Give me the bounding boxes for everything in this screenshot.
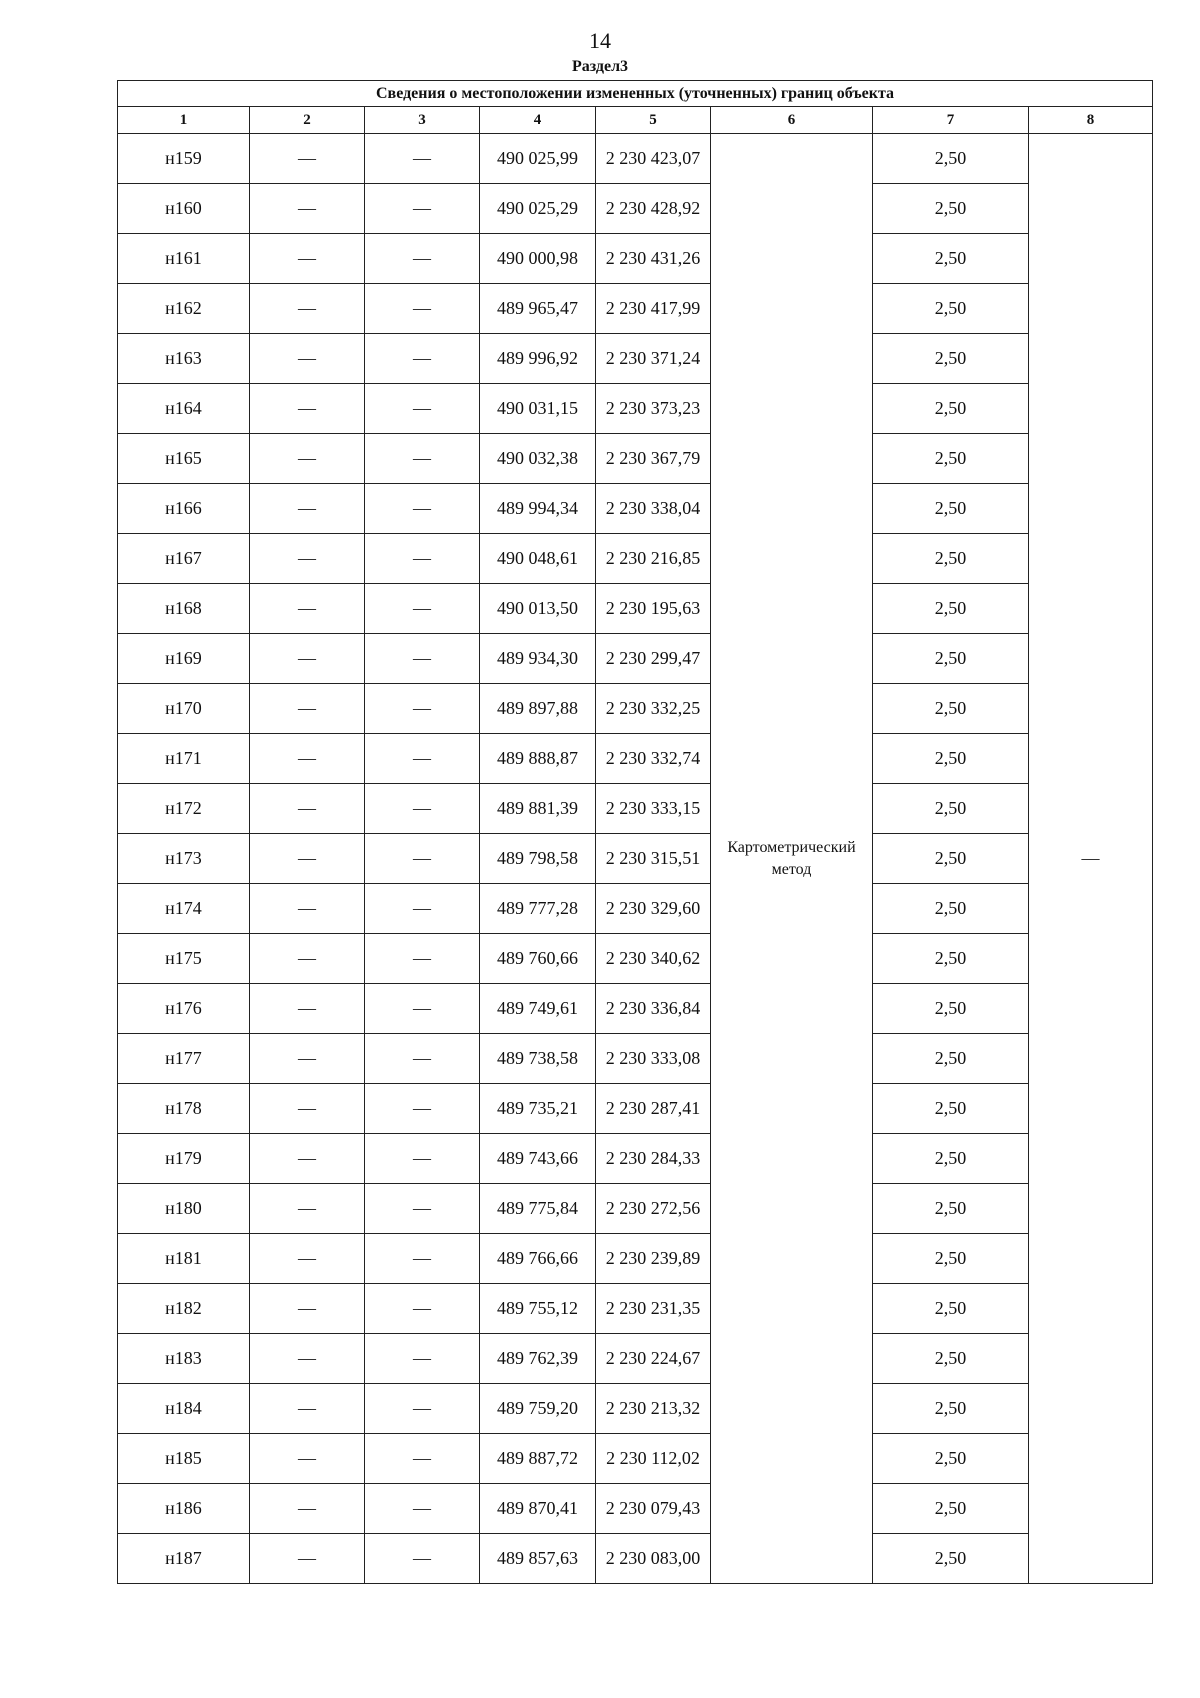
accuracy-cell: 2,50 <box>873 1184 1029 1234</box>
accuracy-cell: 2,50 <box>873 634 1029 684</box>
column-number-row <box>118 107 1153 134</box>
point-cell: н184 <box>118 1384 250 1434</box>
column-number: 4 <box>480 107 596 134</box>
point-cell: н168 <box>118 584 250 634</box>
y-coordinate-cell: 2 230 336,84 <box>596 984 711 1034</box>
accuracy-cell: 2,50 <box>873 684 1029 734</box>
point-cell: н171 <box>118 734 250 784</box>
x-coordinate-cell: 489 934,30 <box>480 634 596 684</box>
col2-cell: — <box>250 634 365 684</box>
col3-cell: — <box>365 934 480 984</box>
col3-cell: — <box>365 834 480 884</box>
table-row <box>118 334 1153 384</box>
y-coordinate-cell: 2 230 284,33 <box>596 1134 711 1184</box>
table-row <box>118 584 1153 634</box>
table-row <box>118 234 1153 284</box>
table-row <box>118 784 1153 834</box>
col3-cell: — <box>365 584 480 634</box>
col2-cell: — <box>250 1434 365 1484</box>
accuracy-cell: 2,50 <box>873 134 1029 184</box>
col2-cell: — <box>250 184 365 234</box>
col2-cell: — <box>250 1534 365 1584</box>
col3-cell: — <box>365 184 480 234</box>
y-coordinate-cell: 2 230 224,67 <box>596 1334 711 1384</box>
col3-cell: — <box>365 484 480 534</box>
col3-cell: — <box>365 784 480 834</box>
col3-cell: — <box>365 1334 480 1384</box>
accuracy-cell: 2,50 <box>873 984 1029 1034</box>
point-cell: н179 <box>118 1134 250 1184</box>
col2-cell: — <box>250 1084 365 1134</box>
x-coordinate-cell: 489 766,66 <box>480 1234 596 1284</box>
col2-cell: — <box>250 334 365 384</box>
accuracy-cell: 2,50 <box>873 334 1029 384</box>
x-coordinate-cell: 489 738,58 <box>480 1034 596 1084</box>
x-coordinate-cell: 489 965,47 <box>480 284 596 334</box>
col3-cell: — <box>365 734 480 784</box>
col3-cell: — <box>365 1484 480 1534</box>
y-coordinate-cell: 2 230 213,32 <box>596 1384 711 1434</box>
table-row <box>118 1334 1153 1384</box>
col2-cell: — <box>250 1384 365 1434</box>
table-row <box>118 1134 1153 1184</box>
col2-cell: — <box>250 834 365 884</box>
table-row <box>118 1034 1153 1084</box>
accuracy-cell: 2,50 <box>873 934 1029 984</box>
col3-cell: — <box>365 434 480 484</box>
col3-cell: — <box>365 634 480 684</box>
point-cell: н187 <box>118 1534 250 1584</box>
point-cell: н172 <box>118 784 250 834</box>
accuracy-cell: 2,50 <box>873 584 1029 634</box>
table-row <box>118 1084 1153 1134</box>
accuracy-cell: 2,50 <box>873 184 1029 234</box>
col3-cell: — <box>365 384 480 434</box>
x-coordinate-cell: 490 025,99 <box>480 134 596 184</box>
col2-cell: — <box>250 484 365 534</box>
col2-cell: — <box>250 984 365 1034</box>
table-row <box>118 634 1153 684</box>
col2-cell: — <box>250 734 365 784</box>
x-coordinate-cell: 489 897,88 <box>480 684 596 734</box>
accuracy-cell: 2,50 <box>873 484 1029 534</box>
table-row <box>118 984 1153 1034</box>
y-coordinate-cell: 2 230 340,62 <box>596 934 711 984</box>
col3-cell: — <box>365 334 480 384</box>
x-coordinate-cell: 490 013,50 <box>480 584 596 634</box>
col3-cell: — <box>365 284 480 334</box>
accuracy-cell: 2,50 <box>873 534 1029 584</box>
point-cell: н165 <box>118 434 250 484</box>
y-coordinate-cell: 2 230 373,23 <box>596 384 711 434</box>
table-row <box>118 734 1153 784</box>
point-cell: н160 <box>118 184 250 234</box>
point-cell: н163 <box>118 334 250 384</box>
column-number: 1 <box>118 107 250 134</box>
x-coordinate-cell: 489 759,20 <box>480 1384 596 1434</box>
col2-cell: — <box>250 284 365 334</box>
table-row <box>118 134 1153 184</box>
accuracy-cell: 2,50 <box>873 784 1029 834</box>
table-row <box>118 384 1153 434</box>
x-coordinate-cell: 489 777,28 <box>480 884 596 934</box>
col2-cell: — <box>250 784 365 834</box>
column-number: 2 <box>250 107 365 134</box>
point-cell: н170 <box>118 684 250 734</box>
accuracy-cell: 2,50 <box>873 284 1029 334</box>
col8-cell: — <box>1029 134 1153 1584</box>
col3-cell: — <box>365 234 480 284</box>
accuracy-cell: 2,50 <box>873 1484 1029 1534</box>
x-coordinate-cell: 490 031,15 <box>480 384 596 434</box>
col3-cell: — <box>365 684 480 734</box>
y-coordinate-cell: 2 230 079,43 <box>596 1484 711 1534</box>
col2-cell: — <box>250 684 365 734</box>
column-number: 6 <box>711 107 873 134</box>
column-number: 7 <box>873 107 1029 134</box>
accuracy-cell: 2,50 <box>873 384 1029 434</box>
y-coordinate-cell: 2 230 332,74 <box>596 734 711 784</box>
col2-cell: — <box>250 534 365 584</box>
table-row <box>118 1284 1153 1334</box>
column-number: 3 <box>365 107 480 134</box>
accuracy-cell: 2,50 <box>873 734 1029 784</box>
accuracy-cell: 2,50 <box>873 1284 1029 1334</box>
x-coordinate-cell: 489 881,39 <box>480 784 596 834</box>
col2-cell: — <box>250 1284 365 1334</box>
y-coordinate-cell: 2 230 423,07 <box>596 134 711 184</box>
accuracy-cell: 2,50 <box>873 434 1029 484</box>
col2-cell: — <box>250 134 365 184</box>
y-coordinate-cell: 2 230 287,41 <box>596 1084 711 1134</box>
table-row <box>118 1184 1153 1234</box>
accuracy-cell: 2,50 <box>873 1384 1029 1434</box>
table-row <box>118 184 1153 234</box>
col3-cell: — <box>365 1534 480 1584</box>
x-coordinate-cell: 489 994,34 <box>480 484 596 534</box>
y-coordinate-cell: 2 230 371,24 <box>596 334 711 384</box>
col2-cell: — <box>250 584 365 634</box>
x-coordinate-cell: 489 798,58 <box>480 834 596 884</box>
col3-cell: — <box>365 984 480 1034</box>
point-cell: н183 <box>118 1334 250 1384</box>
point-cell: н174 <box>118 884 250 934</box>
accuracy-cell: 2,50 <box>873 234 1029 284</box>
accuracy-cell: 2,50 <box>873 834 1029 884</box>
point-cell: н169 <box>118 634 250 684</box>
col2-cell: — <box>250 884 365 934</box>
y-coordinate-cell: 2 230 417,99 <box>596 284 711 334</box>
point-cell: н161 <box>118 234 250 284</box>
x-coordinate-cell: 490 032,38 <box>480 434 596 484</box>
x-coordinate-cell: 489 887,72 <box>480 1434 596 1484</box>
x-coordinate-cell: 489 749,61 <box>480 984 596 1034</box>
table-row <box>118 684 1153 734</box>
table-row <box>118 834 1153 884</box>
y-coordinate-cell: 2 230 338,04 <box>596 484 711 534</box>
col2-cell: — <box>250 1234 365 1284</box>
x-coordinate-cell: 489 760,66 <box>480 934 596 984</box>
y-coordinate-cell: 2 230 332,25 <box>596 684 711 734</box>
y-coordinate-cell: 2 230 333,15 <box>596 784 711 834</box>
table-row <box>118 534 1153 584</box>
point-cell: н185 <box>118 1434 250 1484</box>
accuracy-cell: 2,50 <box>873 1234 1029 1284</box>
col3-cell: — <box>365 1184 480 1234</box>
y-coordinate-cell: 2 230 231,35 <box>596 1284 711 1334</box>
point-cell: н182 <box>118 1284 250 1334</box>
point-cell: н173 <box>118 834 250 884</box>
y-coordinate-cell: 2 230 431,26 <box>596 234 711 284</box>
y-coordinate-cell: 2 230 367,79 <box>596 434 711 484</box>
coordinates-table <box>117 80 1153 1584</box>
table-row <box>118 1434 1153 1484</box>
x-coordinate-cell: 490 000,98 <box>480 234 596 284</box>
accuracy-cell: 2,50 <box>873 1334 1029 1384</box>
accuracy-cell: 2,50 <box>873 1034 1029 1084</box>
accuracy-cell: 2,50 <box>873 884 1029 934</box>
x-coordinate-cell: 489 996,92 <box>480 334 596 384</box>
method-cell: Картометрический метод <box>711 134 873 1584</box>
table-row <box>118 434 1153 484</box>
y-coordinate-cell: 2 230 315,51 <box>596 834 711 884</box>
col2-cell: — <box>250 1184 365 1234</box>
table-caption: Сведения о местоположении измененных (уточненных) границ объекта <box>118 81 1153 107</box>
col3-cell: — <box>365 1134 480 1184</box>
y-coordinate-cell: 2 230 239,89 <box>596 1234 711 1284</box>
column-number: 8 <box>1029 107 1153 134</box>
col2-cell: — <box>250 384 365 434</box>
table-row <box>118 1484 1153 1534</box>
col2-cell: — <box>250 1034 365 1084</box>
point-cell: н167 <box>118 534 250 584</box>
table-row <box>118 1534 1153 1584</box>
x-coordinate-cell: 489 870,41 <box>480 1484 596 1534</box>
col2-cell: — <box>250 1334 365 1384</box>
col3-cell: — <box>365 534 480 584</box>
point-cell: н176 <box>118 984 250 1034</box>
col3-cell: — <box>365 1034 480 1084</box>
col2-cell: — <box>250 434 365 484</box>
point-cell: н162 <box>118 284 250 334</box>
col2-cell: — <box>250 934 365 984</box>
x-coordinate-cell: 489 888,87 <box>480 734 596 784</box>
col3-cell: — <box>365 1434 480 1484</box>
x-coordinate-cell: 489 743,66 <box>480 1134 596 1184</box>
column-number: 5 <box>596 107 711 134</box>
point-cell: н177 <box>118 1034 250 1084</box>
col2-cell: — <box>250 1134 365 1184</box>
y-coordinate-cell: 2 230 428,92 <box>596 184 711 234</box>
col2-cell: — <box>250 1484 365 1534</box>
col2-cell: — <box>250 234 365 284</box>
y-coordinate-cell: 2 230 333,08 <box>596 1034 711 1084</box>
col3-cell: — <box>365 134 480 184</box>
accuracy-cell: 2,50 <box>873 1084 1029 1134</box>
table-row <box>118 1234 1153 1284</box>
table-row <box>118 1384 1153 1434</box>
section-title: Раздел3 <box>571 58 629 75</box>
point-cell: н159 <box>118 134 250 184</box>
point-cell: н166 <box>118 484 250 534</box>
accuracy-cell: 2,50 <box>873 1134 1029 1184</box>
point-cell: н175 <box>118 934 250 984</box>
y-coordinate-cell: 2 230 299,47 <box>596 634 711 684</box>
x-coordinate-cell: 489 775,84 <box>480 1184 596 1234</box>
y-coordinate-cell: 2 230 195,63 <box>596 584 711 634</box>
table-row <box>118 484 1153 534</box>
accuracy-cell: 2,50 <box>873 1434 1029 1484</box>
point-cell: н181 <box>118 1234 250 1284</box>
point-cell: н164 <box>118 384 250 434</box>
x-coordinate-cell: 489 755,12 <box>480 1284 596 1334</box>
col3-cell: — <box>365 1384 480 1434</box>
point-cell: н186 <box>118 1484 250 1534</box>
accuracy-cell: 2,50 <box>873 1534 1029 1584</box>
x-coordinate-cell: 489 735,21 <box>480 1084 596 1134</box>
table-row <box>118 884 1153 934</box>
col3-cell: — <box>365 1284 480 1334</box>
table-row <box>118 934 1153 984</box>
table-body <box>118 134 1153 1584</box>
point-cell: н180 <box>118 1184 250 1234</box>
x-coordinate-cell: 490 025,29 <box>480 184 596 234</box>
page-number: 14 <box>589 28 611 53</box>
col3-cell: — <box>365 1084 480 1134</box>
x-coordinate-cell: 489 857,63 <box>480 1534 596 1584</box>
y-coordinate-cell: 2 230 272,56 <box>596 1184 711 1234</box>
y-coordinate-cell: 2 230 329,60 <box>596 884 711 934</box>
table-row <box>118 284 1153 334</box>
y-coordinate-cell: 2 230 112,02 <box>596 1434 711 1484</box>
y-coordinate-cell: 2 230 216,85 <box>596 534 711 584</box>
x-coordinate-cell: 490 048,61 <box>480 534 596 584</box>
col3-cell: — <box>365 1234 480 1284</box>
x-coordinate-cell: 489 762,39 <box>480 1334 596 1384</box>
y-coordinate-cell: 2 230 083,00 <box>596 1534 711 1584</box>
point-cell: н178 <box>118 1084 250 1134</box>
col3-cell: — <box>365 884 480 934</box>
